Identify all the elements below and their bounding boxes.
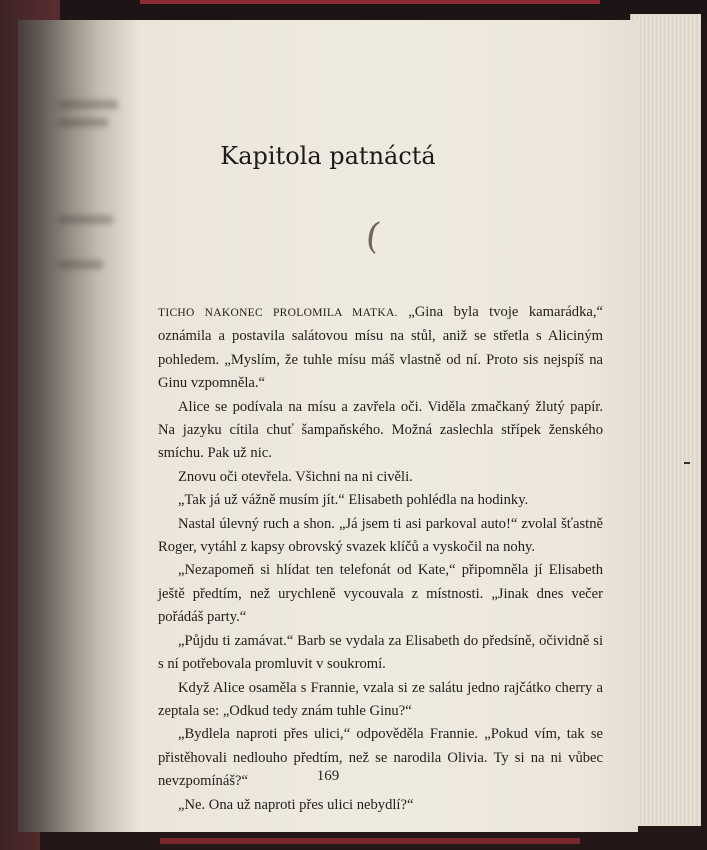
page-number: 169	[316, 768, 340, 784]
cover-edge-bottom	[160, 838, 580, 844]
page-block-edge	[630, 14, 701, 832]
paragraph: Nastal úlevný ruch a shon. „Já jsem ti asi parkoval auto!“ zvolal šťastně Roger, vytáhl z kapsy obrovský svazek klíčů a vyskočil na nohy.	[158, 515, 603, 556]
opening-small-caps: TICHO NAKONEC PROLOMILA MATKA.	[158, 307, 398, 319]
paragraph: „Tak já už vážně musím jít.“ Elisabeth pohlédla na hodinky.	[178, 492, 529, 509]
cover-edge-top	[140, 0, 600, 4]
chapter-title: Kapitola patnáctá	[220, 142, 436, 170]
blurred-margin-text	[58, 215, 113, 224]
paragraph: Znovu oči otevřela. Všichni na ni civěli.	[178, 468, 413, 485]
paragraph: „Bydlela naproti přes ulici,“ odpověděla Frannie. „Pokud vím, tak se přistěhovali nedlouho předtím, než se narodila Olivia. Ty si na ni vůbec nevzpomínáš?“	[158, 726, 603, 790]
paragraph	[158, 301, 603, 396]
paragraph: Alice se podívala na mísu a zavřela oči. Viděla zmačkaný žlutý papír. Na jazyku cítila chuť šampaňského. Možná zaslechla střípek ženského smíchu. Pak už nic.	[158, 398, 603, 462]
edge-mark	[684, 462, 690, 464]
chapter-body	[158, 301, 603, 817]
blurred-margin-text	[58, 100, 118, 109]
blurred-margin-text	[58, 118, 108, 127]
paragraph: Když Alice osaměla s Frannie, vzala si ze salátu jedno rajčátko cherry a zeptala se: „Odkud tedy znám tuhle Ginu?“	[158, 679, 603, 719]
paragraph: „Ne. Ona už naproti přes ulici nebydlí?“	[178, 796, 414, 813]
ornament-mark: (	[363, 215, 383, 258]
paragraph-text: „Gina byla tvoje kamarádka,“ oznámila a postavila salátovou mísu na stůl, aniž se střetla s Aliciným pohledem. „Myslím, že tuhle mísu máš vlastně od ní. Proto sis nejspíš na Ginu vzpomněla.“	[158, 304, 603, 392]
paragraph: „Půjdu ti zamávat.“ Barb se vydala za Elisabeth do předsíně, očividně si s ní potřebovala promluvit v soukromí.	[158, 632, 603, 673]
blurred-margin-text	[58, 260, 103, 269]
paragraph: „Nezapomeň si hlídat ten telefonát od Kate,“ připomněla jí Elisabeth ještě předtím, než urychleně vycouvala z místnosti. „Jinak dnes večer pořádáš party.“	[158, 562, 603, 626]
book-page	[18, 20, 638, 832]
